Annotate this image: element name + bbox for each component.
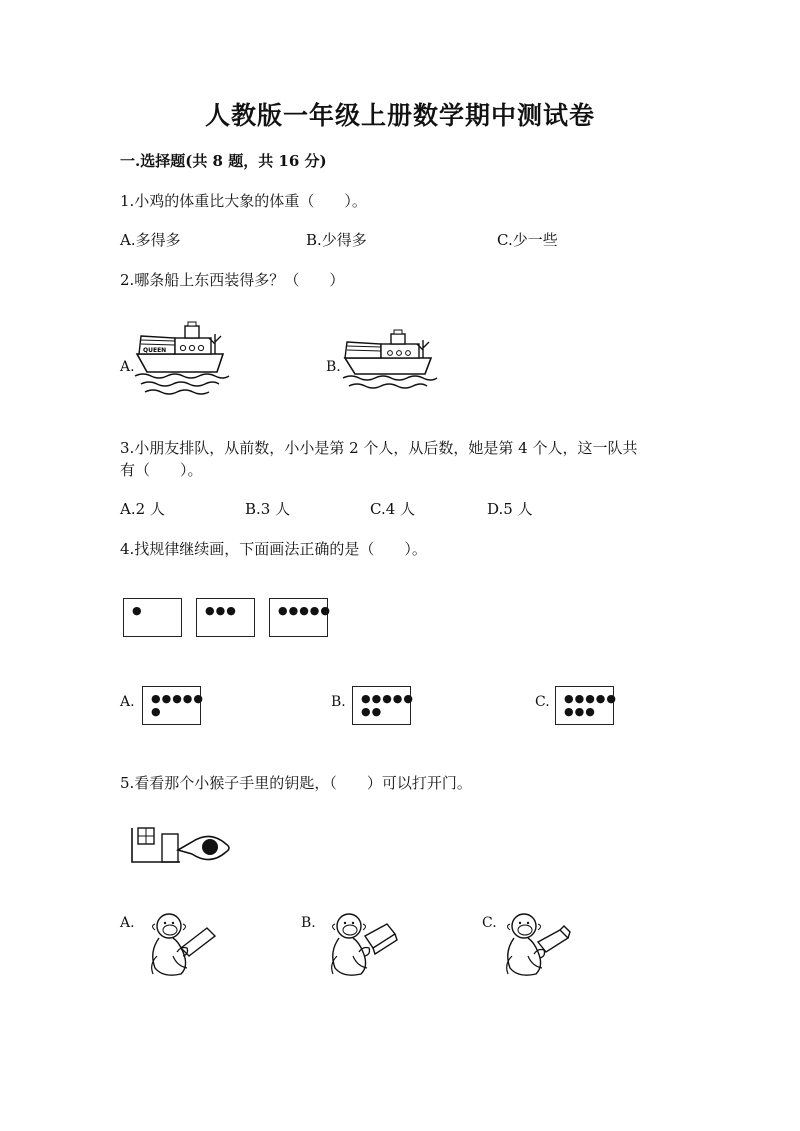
q3-option-d[interactable]: D.5 人 — [487, 500, 533, 518]
q1-option-a[interactable]: A.多得多 — [120, 231, 181, 249]
q1-option-c[interactable]: C.少一些 — [497, 231, 558, 249]
q4-option-c-box[interactable] — [555, 686, 617, 725]
pattern-box-2 — [196, 598, 255, 637]
q5-option-c[interactable]: C. — [482, 915, 497, 931]
monkey-key-icon — [323, 908, 403, 980]
dots: ●●● — [205, 604, 237, 617]
q4-option-b-label[interactable]: B. — [331, 694, 346, 710]
q1-option-b[interactable]: B.少得多 — [306, 231, 367, 249]
q5-option-b[interactable]: B. — [301, 915, 316, 931]
pattern-box-1 — [123, 598, 182, 637]
ship-label: QUEEN — [143, 347, 167, 354]
dots-row-1: ●●●●● — [564, 692, 617, 705]
page-title: 人教版一年级上册数学期中测试卷 — [204, 101, 595, 130]
section-heading: 一.选择题(共 8 题，共 16 分) — [120, 152, 327, 170]
question-4-text: 4.找规律继续画，下面画法正确的是（ ）。 — [120, 540, 427, 558]
question-1-text: 1.小鸡的体重比大象的体重（ ）。 — [120, 192, 367, 210]
dots: ●●●●● — [278, 604, 331, 617]
dots: ● — [132, 604, 143, 617]
q3-option-a[interactable]: A.2 人 — [120, 500, 165, 518]
q5-option-a[interactable]: A. — [120, 915, 135, 931]
dots-row-1: ●●●●● — [151, 692, 204, 705]
pattern-box-3 — [269, 598, 331, 637]
q3-option-c[interactable]: C.4 人 — [370, 500, 416, 518]
q4-option-b-box[interactable] — [352, 686, 414, 725]
ship-icon — [135, 322, 230, 394]
question-2-text: 2.哪条船上东西装得多？（ ） — [120, 271, 345, 289]
q4-option-a-box[interactable] — [142, 686, 204, 725]
q4-option-a-label[interactable]: A. — [120, 694, 135, 710]
dots-row-1: ●●●●● — [361, 692, 414, 705]
dots-row-2: ●● — [361, 705, 383, 718]
ship-icon — [343, 330, 438, 394]
dots-row-2: ● — [151, 705, 162, 718]
q3-option-b[interactable]: B.3 人 — [245, 500, 291, 518]
q2-option-a[interactable]: A. — [120, 359, 135, 375]
q4-option-c-label[interactable]: C. — [535, 694, 550, 710]
dots-row-2: ●●● — [564, 705, 596, 718]
question-5-text: 5.看看那个小猴子手里的钥匙，（ ）可以打开门。 — [120, 774, 472, 792]
q2-option-b[interactable]: B. — [326, 359, 341, 375]
question-3-line2: 有（ ）。 — [120, 461, 203, 479]
question-3-line1: 3.小朋友排队，从前数，小小是第 2 个人，从后数，她是第 4 个人，这一队共 — [120, 439, 638, 457]
monkey-key-icon — [143, 908, 223, 980]
door-lock-icon — [128, 826, 233, 866]
monkey-key-icon — [498, 908, 578, 980]
